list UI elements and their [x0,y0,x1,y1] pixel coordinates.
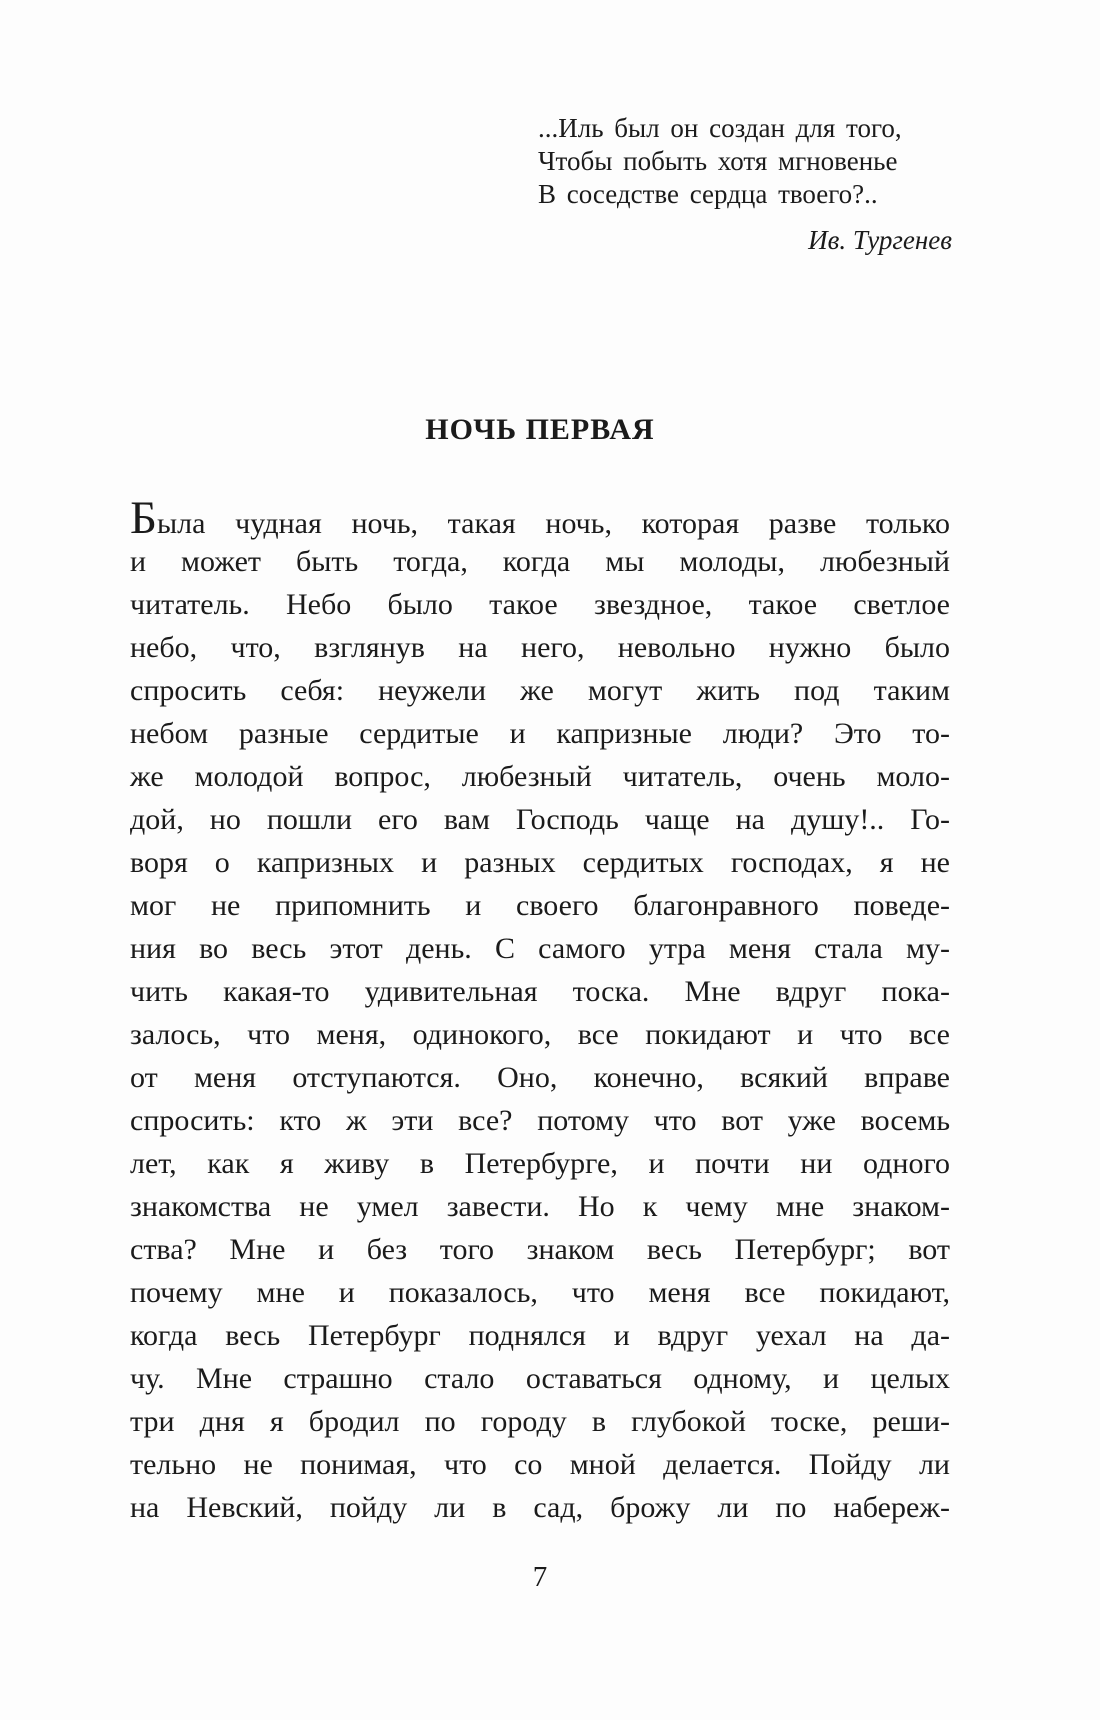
body-paragraph [130,492,950,1529]
text-line: воря о капризных и разных сердитых господах, я не [130,846,950,879]
text-line: мог не припомнить и своего благонравного поведе- [130,889,950,922]
epigraph-line: В соседстве сердца твоего?.. [538,179,878,209]
first-line-text: ыла чудная ночь, такая ночь, которая разве только [157,507,950,540]
text-line: спросить: кто ж эти все? потому что вот уже восемь [130,1104,950,1137]
text-line: читатель. Небо было такое звездное, такое светлое [130,588,950,621]
text-line: залось, что меня, одинокого, все покидают и что все [130,1018,950,1051]
text-line: дой, но пошли его вам Господь чаще на душу!.. Го- [130,803,950,836]
text-line: знакомства не умел завести. Но к чему мне знаком- [130,1190,950,1223]
text-line: и может быть тогда, когда мы молоды, любезный [130,545,950,578]
text-line: небо, что, взглянув на него, невольно нужно было [130,631,950,664]
text-line: почему мне и показалось, что меня все покидают, [130,1276,950,1309]
epigraph-line: ...Иль был он создан для того, [538,113,902,143]
text-line: ния во весь этот день. С самого утра меня стала му- [130,932,950,965]
page-number: 7 [532,1561,548,1593]
text-line: небом разные сердитые и капризные люди? Это то- [130,717,950,750]
text-line: чу. Мне страшно стало оставаться одному, и целых [130,1362,950,1395]
epigraph [538,112,952,257]
text-line: лет, как я живу в Петербурге, и почти ни одного [130,1147,950,1180]
text-line: три дня я бродил по городу в глубокой тоске, реши- [130,1405,950,1438]
text-line: когда весь Петербург поднялся и вдруг уехал на да- [130,1319,950,1352]
text-line: ства? Мне и без того знаком весь Петербург; вот [130,1233,950,1266]
text-line: на Невский, пойду ли в сад, брожу ли по набереж- [130,1491,950,1524]
epigraph-attribution: Ив. Тургенев [808,225,952,255]
epigraph-lines [538,112,952,211]
text-line: же молодой вопрос, любезный читатель, очень моло- [130,760,950,793]
drop-cap-initial: Б [130,492,157,544]
body-lines [130,540,950,1529]
text-line: спросить себя: неужели же могут жить под таким [130,674,950,707]
chapter-heading: НОЧЬ ПЕРВАЯ [425,413,655,446]
text-line-first [130,492,950,544]
text-line: от меня отступаются. Оно, конечно, всякий вправе [130,1061,950,1094]
epigraph-line: Чтобы побыть хотя мгновенье [538,146,898,176]
text-line: тельно не понимая, что со мной делается. Пойду ли [130,1448,950,1481]
text-line: чить какая-то удивительная тоска. Мне вдруг пока- [130,975,950,1008]
